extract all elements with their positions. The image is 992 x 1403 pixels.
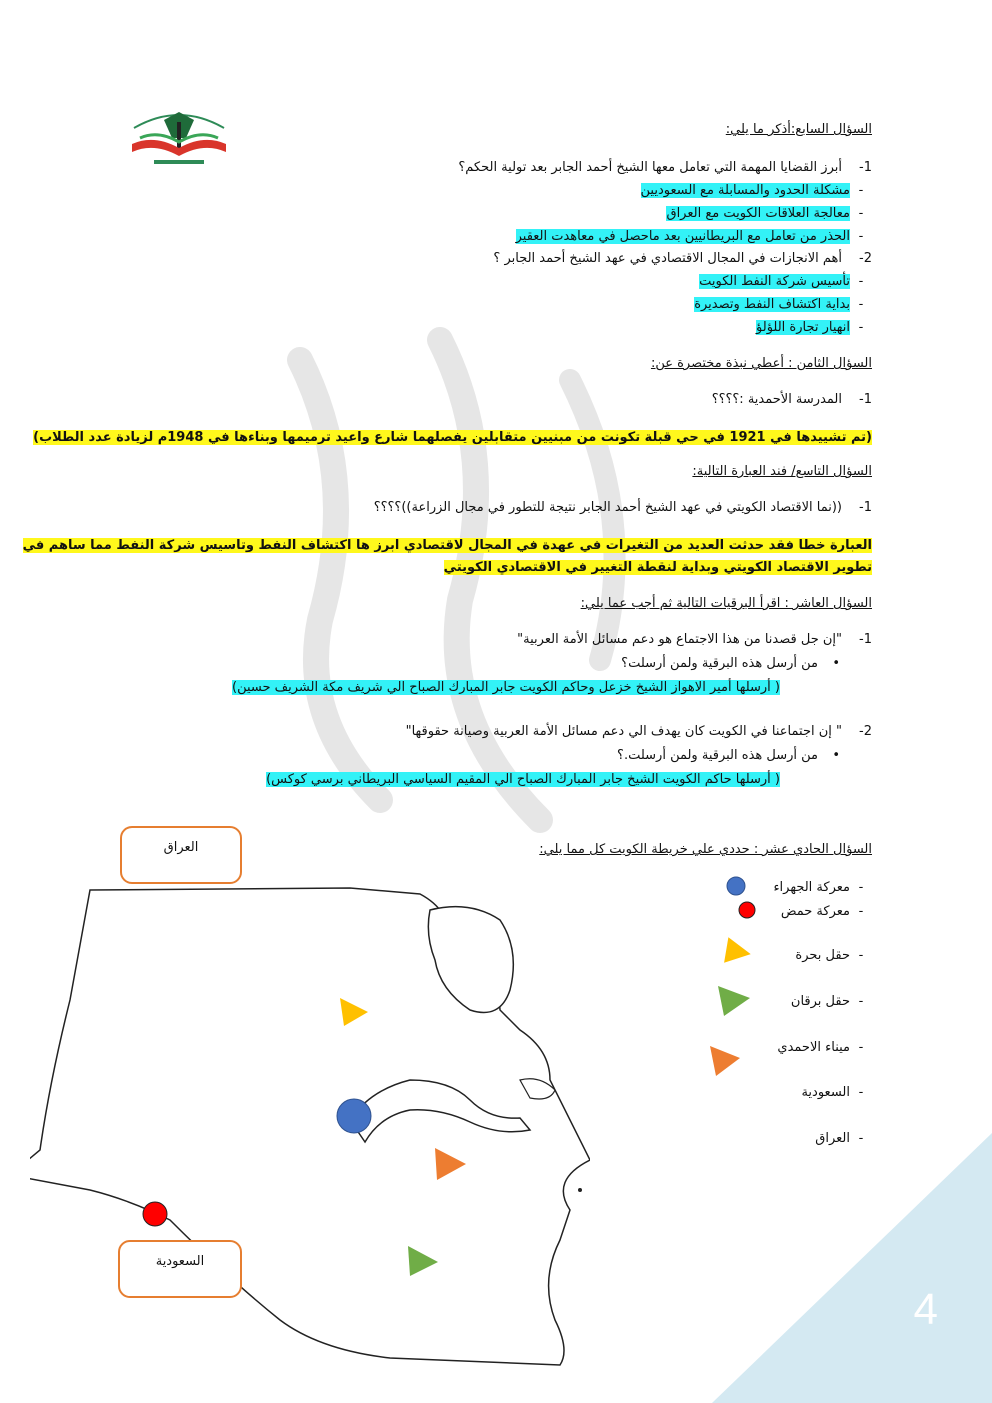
legend-markers-2 bbox=[710, 980, 770, 1080]
legend-markers bbox=[720, 870, 780, 970]
q9-title: السؤال التاسع/ فند العبارة التالية: bbox=[692, 464, 872, 479]
school-logo bbox=[124, 108, 234, 172]
q7-title: السؤال السابع:أذكر ما يلي: bbox=[725, 122, 872, 137]
bullet-icon: • bbox=[832, 656, 840, 671]
page-corner bbox=[712, 1133, 992, 1403]
q7-item-2-answer-2: -بداية اكتشاف النفط وتصديرة bbox=[694, 297, 864, 312]
q7-item-1: 1-أبرز القضايا المهمة التي تعامل معها الشيخ أحمد الجابر بعد تولية الحكم؟ bbox=[458, 160, 872, 175]
iraq-label: العراق bbox=[163, 840, 199, 855]
legend-ahmadi: -ميناء الاحمدي bbox=[777, 1040, 864, 1055]
legend-burgan: -حقل برقان bbox=[790, 994, 864, 1009]
page-number: 4 bbox=[913, 1285, 938, 1334]
q10-item-1: 1-"إن جل قصدنا من هذا الاجتماع هو دعم مسائل الأمة العربية" bbox=[517, 632, 872, 647]
hamad-marker bbox=[143, 1202, 167, 1226]
bullet-icon: • bbox=[832, 748, 840, 763]
orange-triangle-icon bbox=[710, 1046, 740, 1076]
q10-item-1-answer: ( أرسلها أمير الاهواز الشيخ خزعل وحاكم الكويت جابر المبارك الصباح الي شريف مكة الشريف حسين) bbox=[232, 680, 780, 695]
green-triangle-icon bbox=[718, 986, 750, 1016]
q7-item-1-answer-2: -معالجة العلاقات الكويت مع العراق bbox=[666, 206, 864, 221]
q9-item: 1-((نما الاقتصاد الكويتي في عهد الشيخ أحمد الجابر نتيجة للتطور في مجال الزراعة))؟؟؟؟ bbox=[373, 500, 872, 515]
q11-title: السؤال الحادي عشر : حددي علي خريطة الكويت كل مما يلي: bbox=[539, 842, 872, 857]
q8-item: 1-المدرسة الأحمدية :؟؟؟؟ bbox=[711, 392, 872, 407]
legend-iraq: -العراق bbox=[815, 1131, 864, 1146]
legend-bahra: -حقل بحرة bbox=[795, 948, 864, 963]
legend-hamad: -معركة حمض bbox=[780, 904, 864, 919]
q8-answer: (تم تشييدها في 1921 في حي قبلة تكونت من مبنيين متقابلين يفصلهما شارع واعيد ترميمها وبناءها في 1948م لزيادة عدد الطلاب) bbox=[33, 430, 872, 445]
q9-answer-line-1: العبارة خطا فقد حدثت العديد من التغيرات في عهدة في المجال لاقتصادي ابرز ها اكتشاف النفط وتاسيس شركة النفط مما ساهم في bbox=[22, 538, 872, 553]
saudi-label: السعودية bbox=[155, 1254, 205, 1269]
jahra-marker bbox=[337, 1099, 371, 1133]
saudi-label-box bbox=[118, 1240, 242, 1298]
q10-item-2-question: •من أرسل هذه البرقية ولمن أرسلت.؟ bbox=[617, 748, 840, 763]
q7-item-1-answer-3: -الحذر من تعامل مع البريطانيين بعد ماحصل في معاهدت العقير bbox=[515, 229, 864, 244]
q7-item-1-answer-1: -مشكلة الحدود والمسابلة مع السعوديين bbox=[640, 183, 864, 198]
gold-triangle-icon bbox=[720, 932, 751, 963]
red-circle-icon bbox=[739, 902, 755, 918]
q10-item-2: 2-" إن اجتماعنا في الكويت كان يهدف الي دعم مسائل الأمة العربية وصيانة حقوقها" bbox=[405, 724, 872, 739]
q7-item-2: 2-أهم الانجازات في المجال الاقتصادي في عهد الشيخ أحمد الجابر ؟ bbox=[493, 251, 872, 266]
iraq-label-box bbox=[120, 826, 242, 884]
kuwait-map bbox=[30, 880, 590, 1370]
q7-item-2-answer-3: -انهيار تجارة اللؤلؤ bbox=[756, 320, 864, 335]
legend-jahra: -معركة الجهراء bbox=[773, 880, 864, 895]
q9-answer-line-2: تطوير الاقتصاد الكويتي وبداية لنقطة التغيير في الاقتصادي الكويتي bbox=[443, 560, 872, 575]
q7-item-2-answer-1: -تأسيس شركة النفط الكويت bbox=[699, 274, 864, 289]
legend-saudi: -السعودية bbox=[801, 1085, 864, 1100]
q10-item-2-answer: ( أرسلها حاكم الكويت الشيخ جابر المبارك الصباح الي المقيم السياسي البريطاني برسي كوكس) bbox=[266, 772, 780, 787]
island-dot bbox=[578, 1188, 582, 1192]
blue-circle-icon bbox=[727, 877, 745, 895]
q8-title: السؤال الثامن : أعطي نبذة مختصرة عن: bbox=[650, 356, 872, 371]
q10-item-1-question: •من أرسل هذه البرقية ولمن أرسلت؟ bbox=[621, 656, 840, 671]
q10-title: السؤال العاشر : اقرأ البرقيات التالية ثم أجب عما يلي: bbox=[580, 596, 872, 611]
